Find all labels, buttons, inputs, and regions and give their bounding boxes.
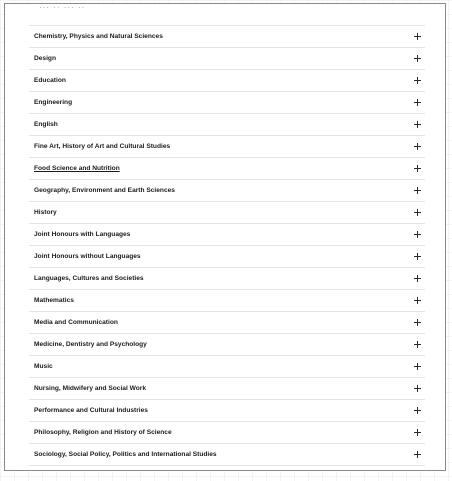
subject-accordion-list (29, 25, 425, 466)
accordion-item-label[interactable]: Philosophy, Religion and History of Science (34, 429, 172, 436)
plus-icon[interactable] (414, 319, 421, 326)
accordion-item-label[interactable]: Medicine, Dentistry and Psychology (34, 341, 147, 348)
accordion-item[interactable] (29, 312, 425, 334)
plus-icon[interactable] (414, 121, 421, 128)
plus-icon[interactable] (414, 187, 421, 194)
plus-icon[interactable] (414, 55, 421, 62)
accordion-item-label[interactable]: Media and Communication (34, 319, 118, 326)
accordion-item[interactable] (29, 422, 425, 444)
accordion-item-label[interactable]: Chemistry, Physics and Natural Sciences (34, 33, 163, 40)
plus-icon[interactable] (414, 341, 421, 348)
accordion-item[interactable] (29, 334, 425, 356)
accordion-item-label[interactable]: English (34, 121, 58, 128)
accordion-item-label[interactable]: Music (34, 363, 53, 370)
accordion-item-label[interactable]: Joint Honours without Languages (34, 253, 141, 260)
plus-icon[interactable] (414, 165, 421, 172)
plus-icon[interactable] (414, 385, 421, 392)
accordion-item-label[interactable]: History (34, 209, 57, 216)
cutoff-header-text: ··· ·· ··· ·· (39, 4, 86, 10)
accordion-item[interactable] (29, 48, 425, 70)
plus-icon[interactable] (414, 275, 421, 282)
accordion-item-label[interactable]: Joint Honours with Languages (34, 231, 131, 238)
plus-icon[interactable] (414, 451, 421, 458)
accordion-item[interactable] (29, 290, 425, 312)
plus-icon[interactable] (414, 253, 421, 260)
plus-icon[interactable] (414, 99, 421, 106)
accordion-item[interactable] (29, 26, 425, 48)
plus-icon[interactable] (414, 143, 421, 150)
accordion-item[interactable] (29, 202, 425, 224)
accordion-item[interactable] (29, 246, 425, 268)
plus-icon[interactable] (414, 231, 421, 238)
plus-icon[interactable] (414, 33, 421, 40)
accordion-item-label[interactable]: Education (34, 77, 66, 84)
accordion-item[interactable] (29, 224, 425, 246)
accordion-item-label[interactable]: Fine Art, History of Art and Cultural Studies (34, 143, 171, 150)
accordion-item[interactable] (29, 378, 425, 400)
plus-icon[interactable] (414, 407, 421, 414)
accordion-item-label[interactable]: Geography, Environment and Earth Sciences (34, 187, 175, 194)
accordion-item[interactable] (29, 356, 425, 378)
accordion-item-label[interactable]: Design (34, 55, 56, 62)
plus-icon[interactable] (414, 297, 421, 304)
content-panel (4, 3, 446, 471)
accordion-item-label[interactable]: Languages, Cultures and Societies (34, 275, 144, 282)
accordion-item[interactable] (29, 114, 425, 136)
plus-icon[interactable] (414, 429, 421, 436)
plus-icon[interactable] (414, 209, 421, 216)
accordion-item[interactable] (29, 158, 425, 180)
accordion-item-label[interactable]: Performance and Cultural Industries (34, 407, 148, 414)
accordion-item-label[interactable]: Sociology, Social Policy, Politics and International Studies (34, 451, 217, 458)
accordion-item-label[interactable]: Mathematics (34, 297, 74, 304)
accordion-item[interactable] (29, 136, 425, 158)
accordion-item[interactable] (29, 70, 425, 92)
accordion-item[interactable] (29, 92, 425, 114)
accordion-item[interactable] (29, 400, 425, 422)
accordion-item[interactable] (29, 180, 425, 202)
plus-icon[interactable] (414, 77, 421, 84)
accordion-item[interactable] (29, 444, 425, 466)
accordion-item-label[interactable]: Nursing, Midwifery and Social Work (34, 385, 146, 392)
accordion-item[interactable] (29, 268, 425, 290)
plus-icon[interactable] (414, 363, 421, 370)
accordion-item-label[interactable]: Engineering (34, 99, 73, 106)
accordion-item-label[interactable]: Food Science and Nutrition (34, 165, 120, 172)
